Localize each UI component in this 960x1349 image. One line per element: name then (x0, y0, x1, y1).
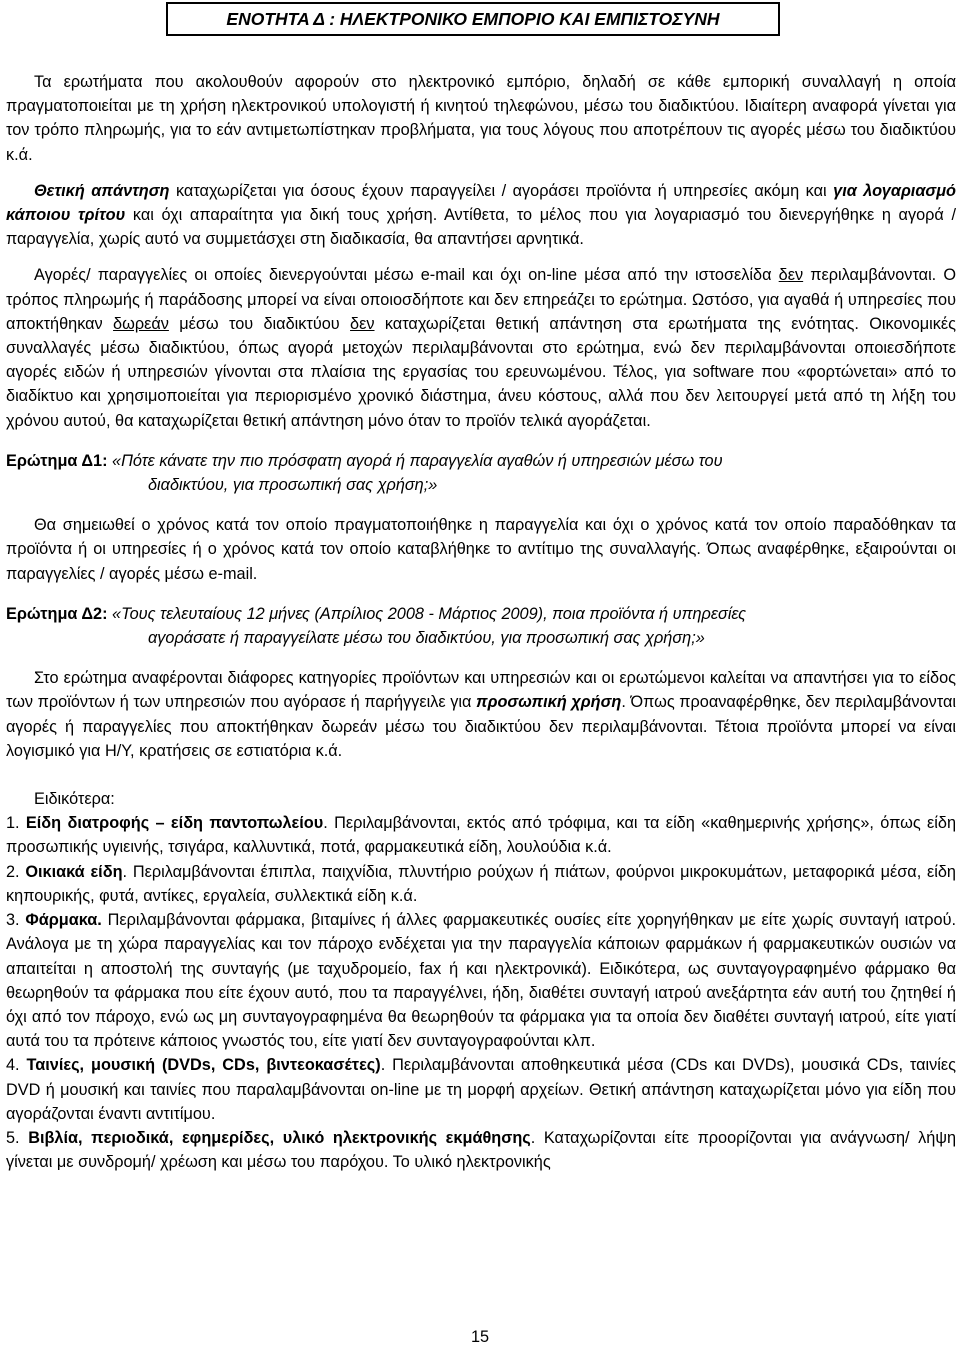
text-span: μέσω του διαδικτύου (168, 314, 351, 333)
item-number: 1. (6, 814, 26, 833)
item-heading: Οικιακά είδη (25, 862, 123, 881)
list-item (6, 1126, 956, 1174)
question-d1 (6, 449, 956, 497)
page-number: 15 (470, 1328, 490, 1346)
question-label: Ερώτημα Δ2: (6, 604, 108, 623)
underlined-term: δεν (778, 266, 804, 285)
question-d2 (6, 602, 956, 650)
list-item (6, 1053, 956, 1126)
item-body: Περιλαμβάνονται φάρμακα, βιταμίνες ή άλλες φαρμακευτικές ουσίες είτε χορηγήθηκαν με είτε χωρίς συνταγή ιατρού. Ανάλογα με τη χώρα παραγγελίας και τον πάροχο ενδέχεται για την παραγγελία κάποιων φαρμάκων ή φαρμακευτικών ουσιών να απαιτείται η αποστολή της συνταγής (με ταχυδρομείο, fax ή και ηλεκτρονικά). Ειδικότερα, ως συνταγογραφημένο φάρμακο θα θεωρηθούν τα φάρμακα που είτε έχουν αυτό, που τα παραγγέλνει, ήδη, διαθέτει συνταγή ιατρού ανεξάρτητα εάν αυτή του ζητηθεί ή όχι από τον πάροχο, ενώ ως μη συνταγογραφημένα θα θεωρηθούν τα φάρμακα για τα οποία δεν διαθέτει συνταγή ιατρού, είτε γιατί αυτά του τα πρότεινε κάποιος γνωστός του, είτε γιατί δεν συνταγογραφούνται κλπ. (6, 911, 956, 1051)
personal-use-term: προσωπική χρήση (476, 693, 622, 712)
list-item (6, 811, 956, 859)
text-span: καταχωρίζεται θετική απάντηση στα ερωτήματα της ενότητας. Οικονομικές συναλλαγές μέσω διαδικτύου, όπως αγορά μετοχών περιλαμβάνονται στο ερώτημα, ενώ δεν περιλαμβάνονται οποιεσδήποτε αγορές ειδών ή υπηρεσιών γίνονται στα πλαίσια της εργασίας του ερευνωμένου. Τέλος, για software που «φορτώνεται» από το διαδίκτυο και χρησιμοποιείται για περιορισμένο χρονικό διάστημα, άνευ κόστους, αλλά που δεν λειτουργεί μετά από τη λήξη του χρόνου αυτού, θα καταχωρίζεται θετική απάντηση μόνο όταν το προϊόν τελικά αγοράζεται. (6, 314, 956, 430)
item-number: 5. (6, 1128, 29, 1147)
item-heading: Είδη διατροφής – είδη παντοπωλείου (25, 814, 324, 833)
item-heading: Ταινίες, μουσική (DVDs, CDs, βιντεοκασέτες) (26, 1056, 381, 1075)
question-text: «Τους τελευταίους 12 μήνες (Απρίλιος 2008 - Μάρτιος 2009), ποια προϊόντα ή υπηρεσίες (112, 604, 747, 623)
item-body: . Καταχωρίζονται είτε προορίζονται για ανάγνωση/ λήψη γίνεται με συνδρομή/ χρέωση και μέσω του παρόχου. Το υλικό ηλεκτρονικής (6, 1128, 957, 1172)
positive-answer-paragraph (6, 179, 956, 252)
specifically-label: Ειδικότερα: (34, 790, 115, 809)
section-title: ΕΝΟΤΗΤΑ Δ : ΗΛΕΚΤΡΟΝΙΚΟ ΕΜΠΟΡΙΟ ΚΑΙ ΕΜΠΙΣΤΟΣΥΝΗ (166, 2, 780, 36)
third-party-term: για λογαριασμό κάποιου τρίτου (6, 181, 956, 225)
item-number: 3. (6, 911, 26, 930)
item-heading: Φάρμακα. (25, 911, 102, 930)
question-text-continued: αγοράσατε ή παραγγείλατε μέσω του διαδικτύου, για προσωπική σας χρήση;» (148, 629, 705, 648)
text-span: και όχι απαραίτητα για δική τους χρήση. Αντίθετα, το μέλος που για λογαριασμό του διενεργήθηκε η αγορά / παραγγελία, χωρίς αυτό να συμμετάσχει στη διαδικασία, θα απαντήσει αρνητικά. (6, 206, 956, 249)
question-d1-note: Θα σημειωθεί ο χρόνος κατά τον οποίο πραγματοποιήθηκε η παραγγελία και όχι ο χρόνος κατά τον οποίο παραδόθηκαν τα προϊόντα ή οι υπηρεσίες ή ο χρόνος κατά τον οποίο καταβλήθηκε το αντίτιμο της συναλλαγής. Όπως αναφέρθηκε, εξαιρούνται οι παραγγελίες / αγορές μέσω e-mail. (6, 516, 956, 583)
question-d2-note (6, 666, 956, 763)
category-list (6, 811, 956, 1174)
underlined-term: δωρεάν (113, 314, 169, 333)
question-label: Ερώτημα Δ1: (6, 451, 108, 470)
item-body: . Περιλαμβάνονται αποθηκευτικά μέσα (CDs και DVDs), μουσικά CDs, ταινίες DVD ή μουσική και ταινίες που παραλαμβάνονται on-line με τη μορφή αρχείων. Θετική απάντηση καταχωρίζεται μόνο για είδη που αγοράζονται έναντι αντιτίμου. (6, 1056, 956, 1123)
positive-answer-term: Θετική απάντηση (34, 181, 170, 200)
item-body: . Περιλαμβάνονται, εκτός από τρόφιμα, και τα είδη «καθημερινής χρήσης», όπως είδη προσωπικής υγιεινής, τσιγάρα, καλλυντικά, ποτά, φαρμακευτικά είδη, λουλούδια κ.ά. (6, 814, 956, 857)
text-span: καταχωρίζεται για όσους έχουν παραγγείλει / αγοράσει προϊόντα ή υπηρεσίες ακόμη και (169, 181, 834, 200)
text-span: περιλαμβάνονται. Ο τρόπος πληρωμής ή παράδοσης μπορεί να είναι οποιοσδήποτε και δεν επηρεάζει το ερώτημα. Ωστόσο, για αγαθά ή υπηρεσίες που αποκτήθηκαν (6, 266, 957, 333)
document-body (6, 70, 956, 1174)
intro-paragraph: Τα ερωτήματα που ακολουθούν αφορούν στο ηλεκτρονικό εμπόριο, δηλαδή σε κάθε εμπορική συναλλαγή η οποία πραγματοποιείται με τη χρήση ηλεκτρονικού υπολογιστή ή κινητού τηλεφώνου, μέσω του διαδικτύου. Ιδιαίτερη αναφορά γίνεται για τον τρόπο πληρωμής, για το εάν αντιμετωπίστηκαν προβλήματα, για τους λόγους που αποτρέπουν τις αγορές μέσω του διαδικτύου κ.ά. (6, 73, 956, 164)
text-span: . Όπως προαναφέρθηκε, δεν περιλαμβάνονται αγορές ή παραγγελίες που αποκτήθηκαν δωρεάν μέσω του διαδικτύου δεν περιλαμβάνονται. Τέτοια προϊόντα μπορεί να είναι λογισμικό για Η/Υ, κρατήσεις σε εστιατόρια κ.ά. (6, 693, 956, 760)
list-item (6, 908, 956, 1053)
underlined-term: δεν (350, 314, 375, 333)
list-item (6, 860, 956, 908)
text-span: Αγορές/ παραγγελίες οι οποίες διενεργούνται μέσω e-mail και όχι on-line μέσα από την ιστοσελίδα (34, 266, 779, 285)
item-heading: Βιβλία, περιοδικά, εφημερίδες, υλικό ηλεκτρονικής εκμάθησης (28, 1128, 531, 1147)
item-body: . Περιλαμβάνονται έπιπλα, παιχνίδια, πλυντήριο ρούχων ή πιάτων, φούρνοι μικροκυμάτων, μεταφορικά μέσα, είδη κηπουρικής, φυτά, αντίκες, εργαλεία, συλλεκτικά είδη κ.ά. (6, 862, 956, 905)
question-text: «Πότε κάνατε την πιο πρόσφατη αγορά ή παραγγελία αγαθών ή υπηρεσιών μέσω του (112, 451, 723, 470)
item-number: 4. (6, 1056, 27, 1075)
email-paragraph (6, 263, 956, 432)
item-number: 2. (6, 862, 26, 881)
question-text-continued: διαδικτύου, για προσωπική σας χρήση;» (148, 476, 438, 495)
text-span: Στο ερώτημα αναφέρονται διάφορες κατηγορίες προϊόντων και υπηρεσιών και οι ερωτώμενοι καλείται να απαντήσει για το είδος των προϊόντων ή των υπηρεσιών που αγόρασε ή παρήγγειλε για (6, 669, 956, 712)
